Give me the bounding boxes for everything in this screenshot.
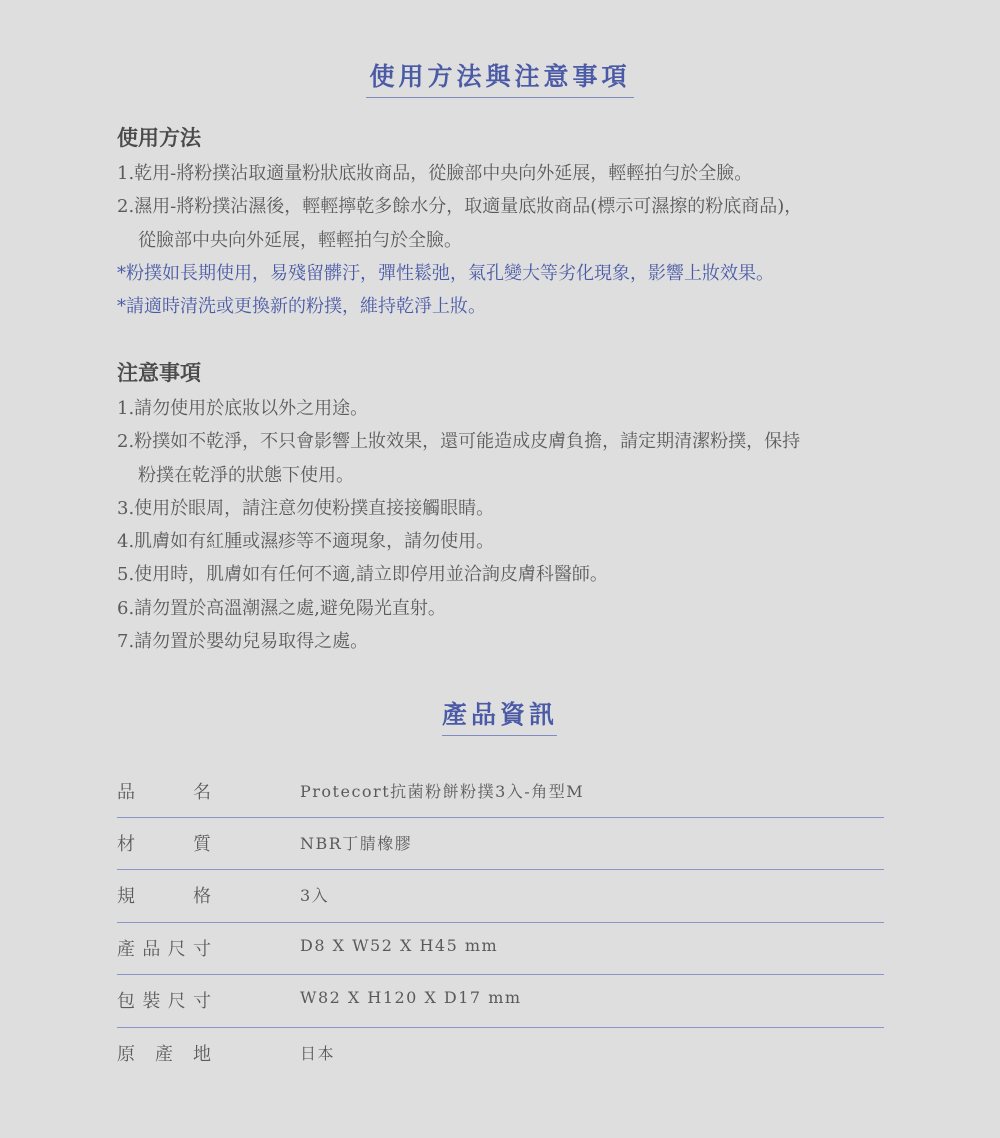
- spec-row-package-size: [117, 975, 884, 1028]
- spec-value: NBR丁腈橡膠: [300, 834, 413, 853]
- spec-label: [117, 935, 211, 961]
- label-char: 格: [193, 886, 211, 907]
- label-char: 材: [117, 834, 135, 855]
- label-char: 規: [117, 886, 135, 907]
- spec-value: 3入: [300, 886, 330, 905]
- spec-label: [117, 987, 211, 1013]
- label-char: 產: [155, 1044, 173, 1065]
- caution-line: 粉撲在乾淨的狀態下使用。: [138, 464, 354, 486]
- product-title-underline: [442, 735, 557, 736]
- caution-line: 6.請勿置於高溫潮濕之處,避免陽光直射。: [117, 597, 446, 619]
- usage-note: *請適時清洗或更換新的粉撲，維持乾淨上妝。: [117, 296, 486, 318]
- usage-line: 1.乾用-將粉撲沾取適量粉狀底妝商品，從臉部中央向外延展，輕輕拍勻於全臉。: [117, 163, 753, 184]
- product-section-title: 產品資訊: [441, 700, 558, 729]
- label-char: 產: [117, 939, 135, 960]
- label-char: 地: [193, 1044, 211, 1065]
- caution-line: 4.肌膚如有紅腫或濕疹等不適現象，請勿使用。: [117, 531, 495, 553]
- usage-section-title: 使用方法與注意事項: [369, 62, 631, 91]
- caution-line: 3.使用於眼周，請注意勿使粉撲直接接觸眼睛。: [117, 497, 495, 519]
- label-char: 裝: [142, 991, 161, 1012]
- label-char: 寸: [192, 939, 211, 960]
- usage-note: *粉撲如長期使用，易殘留髒汙，彈性鬆弛，氣孔變大等劣化現象，影響上妝效果。: [117, 262, 774, 284]
- caution-block: [117, 358, 897, 658]
- spec-value: W82 X H120 X D17 mm: [300, 988, 522, 1007]
- spec-value: Protecort抗菌粉餅粉撲3入-角型M: [300, 782, 585, 801]
- label-char: 尺: [167, 939, 186, 960]
- usage-title-underline: [366, 97, 634, 98]
- label-char: 原: [117, 1044, 135, 1065]
- usage-line: 2.濕用-將粉撲沾濕後，輕輕擰乾多餘水分，取適量底妝商品(標示可濕擦的粉底商品)，: [117, 196, 803, 218]
- spec-row-origin: [117, 1028, 884, 1079]
- caution-line: 5.使用時，肌膚如有任何不適,請立即停用並洽詢皮膚科醫師。: [117, 564, 608, 586]
- caution-line: 7.請勿置於嬰幼兒易取得之處。: [117, 631, 369, 653]
- caution-line: 2.粉撲如不乾淨，不只會影響上妝效果，還可能造成皮膚負擔，請定期清潔粉撲，保持: [117, 431, 801, 453]
- spec-label: [117, 830, 211, 856]
- usage-method-heading: 使用方法: [117, 125, 201, 150]
- spec-row-product-size: [117, 923, 884, 975]
- label-char: 寸: [192, 991, 211, 1012]
- spec-label: [117, 778, 211, 804]
- spec-row-material: [117, 818, 884, 870]
- spec-row-name: [117, 766, 884, 818]
- caution-heading: 注意事項: [117, 360, 201, 385]
- label-char: 尺: [167, 991, 186, 1012]
- usage-line: 從臉部中央向外延展，輕輕拍勻於全臉。: [138, 229, 462, 251]
- spec-label: [117, 1040, 211, 1066]
- spec-value: D8 X W52 X H45 mm: [300, 936, 499, 955]
- spec-label: [117, 882, 211, 908]
- label-char: 包: [117, 991, 135, 1012]
- caution-line: 1.請勿使用於底妝以外之用途。: [117, 398, 369, 419]
- label-char: 品: [117, 782, 135, 803]
- spec-value: 日本: [300, 1044, 336, 1063]
- spec-row-spec: [117, 870, 884, 923]
- usage-method-block: [117, 123, 897, 323]
- label-char: 品: [142, 939, 161, 960]
- product-spec-table: [117, 766, 884, 1079]
- label-char: 名: [193, 782, 211, 803]
- label-char: 質: [193, 834, 211, 855]
